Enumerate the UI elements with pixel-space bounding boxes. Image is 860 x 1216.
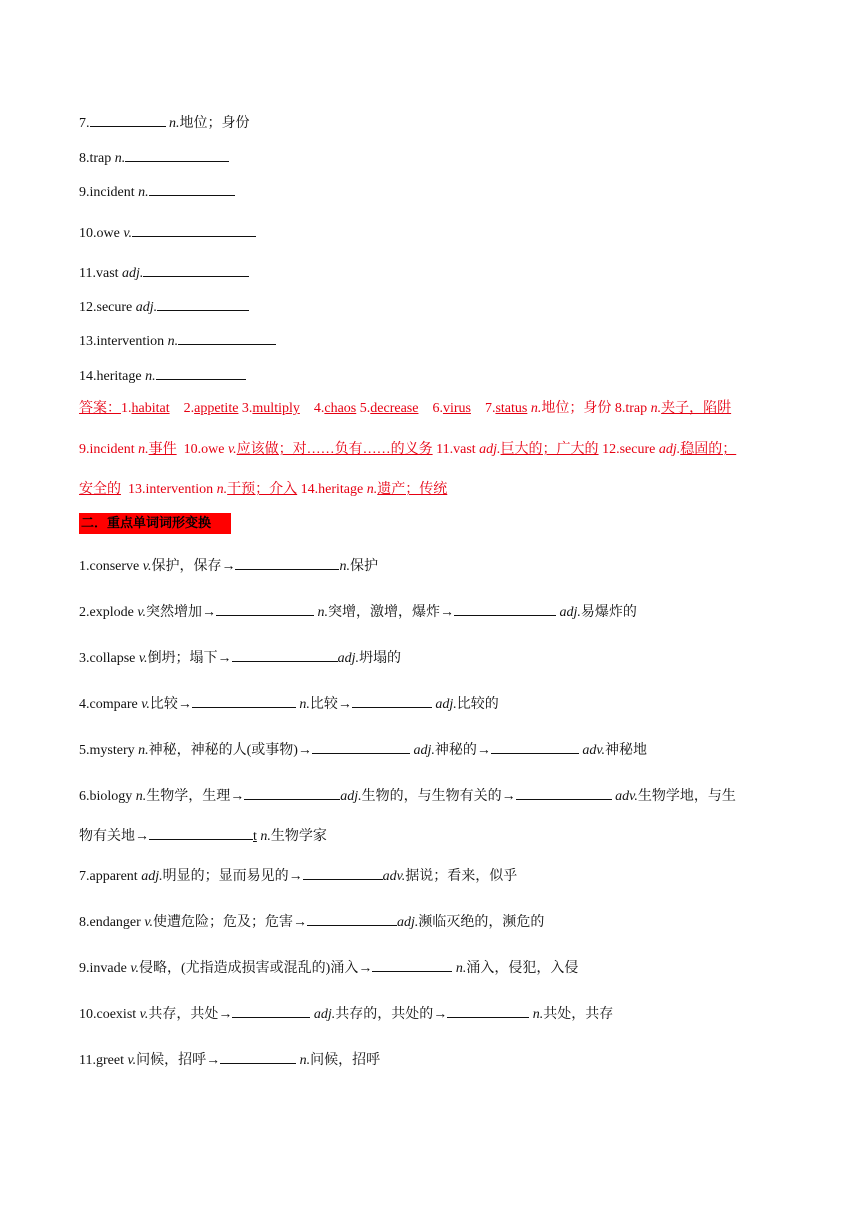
part-of-speech: adj. [435,697,457,712]
answer-text: multiply [252,401,300,416]
meaning: 比较→ [149,697,192,712]
answer-meaning: 稳固的； [680,442,737,457]
word: 6.biology [79,789,136,804]
meaning: 保护，保存→ [151,559,236,574]
meaning: 据说；看来，似乎 [405,869,518,884]
part-of-speech: adj. [141,869,163,884]
answer-blank[interactable] [303,865,383,880]
answer-number: 9.incident [79,442,139,457]
meaning: 问候，招呼→ [136,1053,221,1068]
answer-number: 11.vast [436,442,480,457]
word: 8.endanger [79,915,145,930]
part-of-speech: adj. [559,605,581,620]
part-of-speech: adj. [479,442,501,457]
part-of-speech: adj. [337,651,359,666]
answer-number: 6. [432,401,443,416]
answer-number: 14.heritage [300,482,367,497]
answer-blank[interactable] [156,365,246,380]
part-of-speech: adj. [658,442,681,457]
answer-blank[interactable] [220,1049,296,1064]
answer-meaning: 应该做；对……负有……的义务 [236,442,433,457]
word: vast [95,266,119,281]
part-of-speech: n. [138,185,149,200]
answer-meaning: 遗产；传统 [377,482,448,497]
part-of-speech: n. [216,482,228,497]
vocab-item-11 [79,262,249,284]
answer-blank[interactable] [232,647,338,662]
answer-number: 13.intervention [128,482,217,497]
part-of-speech: v. [144,915,153,930]
part-of-speech: n. [455,961,467,976]
part-of-speech: n. [167,334,179,349]
answer-blank[interactable] [244,785,340,800]
answer-blank[interactable] [157,296,249,311]
answers-label: 答案： [79,401,121,416]
answer-blank[interactable] [216,601,314,616]
answer-blank[interactable] [178,330,276,345]
answer-meaning: 巨大的；广大的 [500,442,599,457]
meaning: 神秘地 [605,743,648,758]
answer-blank[interactable] [125,147,229,162]
meaning: 物有关地→ [79,829,149,844]
answer-blank[interactable] [447,1003,529,1018]
part-of-speech: n. [317,605,329,620]
answer-text: appetite [194,401,239,416]
meaning: 生物的，与生物有关的→ [361,789,516,804]
word-form-item-2 [79,601,637,623]
part-of-speech: v. [127,1053,137,1068]
answer-blank[interactable] [149,825,253,840]
meaning: 突然增加→ [146,605,217,620]
section-heading: 二．重点单词词形变换 [79,513,231,534]
item-number: 7. [79,116,90,131]
part-of-speech: n. [256,829,271,844]
word: secure [96,300,133,315]
answer-blank[interactable] [516,785,612,800]
part-of-speech: n. [145,369,156,384]
part-of-speech: n. [138,743,149,758]
word-form-item-6-continued [79,825,327,847]
answers-line-1 [79,399,731,419]
part-of-speech: v. [123,226,133,241]
word: 3.collapse [79,651,139,666]
part-of-speech: n. [339,559,350,574]
word: intervention [96,334,165,349]
meaning: 共存，共处→ [148,1007,233,1022]
answer-blank[interactable] [235,555,339,570]
vocab-item-10 [79,222,256,244]
part-of-speech: n. [138,442,149,457]
answer-blank[interactable] [132,222,256,237]
meaning: 涌入，侵犯，入侵 [466,961,579,976]
word-form-item-3 [79,647,401,669]
item-number: 12. [79,300,97,315]
meaning: 易爆炸的 [580,605,637,620]
word-suffix-hint: t [253,829,257,844]
meaning: 神秘的→ [434,743,491,758]
answer-meaning: 夹子，陷阱 [661,401,732,416]
answer-text: status [495,401,528,416]
item-number: 14. [79,369,97,384]
answer-blank[interactable] [90,112,166,127]
meaning: 濒临灭绝的，濒危的 [418,915,545,930]
part-of-speech: n. [366,482,378,497]
word-form-item-10 [79,1003,613,1025]
part-of-speech: v. [227,442,237,457]
word-form-item-4 [79,693,499,715]
meaning: 生物学地，与生 [637,789,736,804]
part-of-speech: n. [532,1007,544,1022]
answer-meaning: 事件 [148,442,177,457]
word-form-item-8 [79,911,544,933]
part-of-speech: adj. [397,915,419,930]
word: 4.compare [79,697,142,712]
word-form-item-9 [79,957,578,979]
word: heritage [96,369,142,384]
answer-number: 12.secure [602,442,659,457]
part-of-speech: adv. [582,743,606,758]
word: 11.greet [79,1053,128,1068]
answer-meaning: 干预；介入 [227,482,298,497]
answer-blank[interactable] [149,181,235,196]
meaning: 比较→ [309,697,352,712]
part-of-speech: adj. [413,743,435,758]
item-number: 10. [79,226,97,241]
meaning: 倒坍；塌下→ [147,651,232,666]
word: incident [89,185,135,200]
word: 2.explode [79,605,138,620]
word: owe [96,226,120,241]
part-of-speech: adj. [135,300,158,315]
answer-text: decrease [370,401,419,416]
part-of-speech: n. [114,151,126,166]
answer-blank[interactable] [454,601,556,616]
answer-number: 10.owe [183,442,228,457]
part-of-speech: adj. [122,266,144,281]
answer-text: virus [442,401,471,416]
answer-text: habitat [131,401,170,416]
part-of-speech: v. [137,605,147,620]
answer-blank[interactable] [307,911,397,926]
meaning: 比较的 [456,697,499,712]
word: 1.conserve [79,559,143,574]
meaning: 突增，激增，爆炸→ [328,605,455,620]
meaning: 保护 [349,559,378,574]
answer-number: 2. [183,401,195,416]
word-form-item-5 [79,739,647,761]
answer-number: 8.trap [614,401,651,416]
item-number: 13. [79,334,97,349]
word: 9.invade [79,961,131,976]
vocab-item-7 [79,112,250,134]
meaning: 生物学，生理→ [146,789,245,804]
answer-blank[interactable] [312,739,410,754]
meaning: 神秘，神秘的人(或事物)→ [148,743,312,758]
answer-blank[interactable] [491,739,579,754]
word-form-item-11 [79,1049,380,1071]
answers-line-3 [79,480,447,500]
answer-blank[interactable] [192,693,296,708]
answer-number: 4. [313,401,325,416]
meaning: 地位；身份 [179,116,250,131]
meaning: 共处，共存 [543,1007,614,1022]
word-form-item-1 [79,555,378,577]
word: 10.coexist [79,1007,140,1022]
answer-text: chaos [324,401,357,416]
answer-blank[interactable] [232,1003,310,1018]
item-number: 8. [79,151,90,166]
part-of-speech: v. [142,559,152,574]
meaning: 问候，招呼 [310,1053,381,1068]
vocab-item-8 [79,147,229,169]
meaning: 共存的，共处的→ [335,1007,448,1022]
part-of-speech: n. [299,1053,311,1068]
part-of-speech: v. [141,697,150,712]
answer-number: 7. [484,401,496,416]
answer-blank[interactable] [352,693,432,708]
part-of-speech: n. [169,116,180,131]
answers-line-2 [79,440,736,460]
part-of-speech: v. [138,651,148,666]
answer-meaning: 安全的 [79,482,121,497]
answer-number: 5. [359,401,371,416]
meaning: 生物学家 [270,829,327,844]
meaning: 坍塌的 [358,651,401,666]
meaning: 侵略，(尤指造成损害或混乱的)涌入→ [139,961,373,976]
answer-number: 1. [121,401,132,416]
word: 7.apparent [79,869,142,884]
part-of-speech: adv. [382,869,406,884]
meaning: 使遭危险；危及；危害→ [153,915,307,930]
item-number: 11. [79,266,96,281]
word-form-item-6 [79,785,736,807]
vocab-item-12 [79,296,249,318]
part-of-speech: v. [139,1007,149,1022]
part-of-speech: v. [130,961,140,976]
word: 5.mystery [79,743,139,758]
answer-meaning: 地位；身份 [541,401,612,416]
part-of-speech: n. [135,789,147,804]
word: trap [89,151,112,166]
answer-blank[interactable] [143,262,249,277]
part-of-speech: adj. [313,1007,336,1022]
part-of-speech: adv. [615,789,638,804]
part-of-speech: n. [530,401,542,416]
vocab-item-14 [79,365,246,387]
part-of-speech: n. [299,697,310,712]
part-of-speech: adj. [340,789,362,804]
item-number: 9. [79,185,90,200]
vocab-item-13 [79,330,276,352]
word-form-item-7 [79,865,517,887]
meaning: 明显的；显而易见的→ [162,869,303,884]
answer-blank[interactable] [372,957,452,972]
vocab-item-9 [79,181,235,203]
answer-number: 3. [241,401,253,416]
part-of-speech: n. [650,401,662,416]
